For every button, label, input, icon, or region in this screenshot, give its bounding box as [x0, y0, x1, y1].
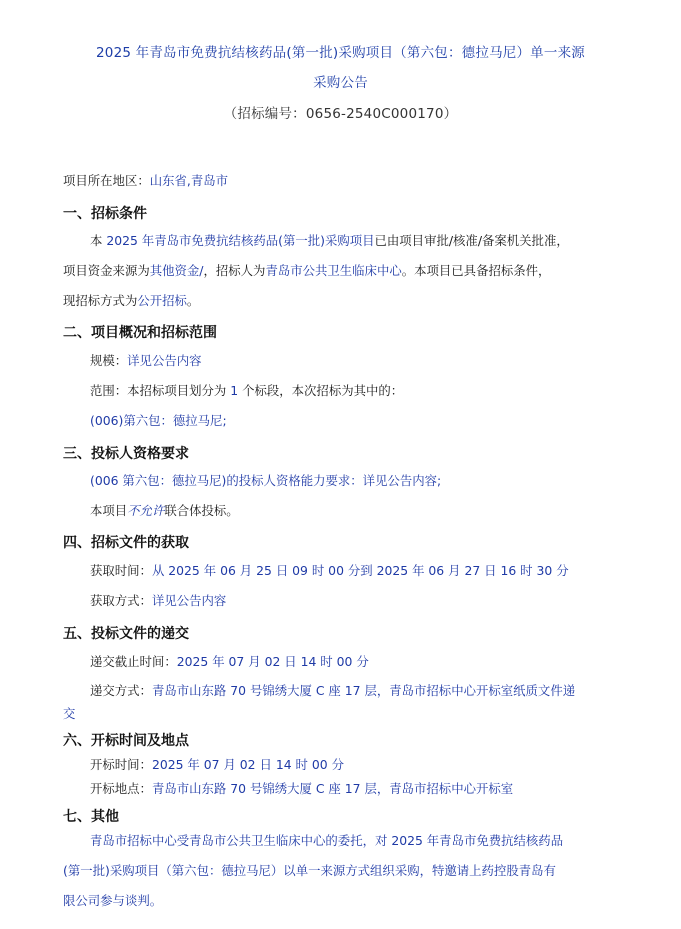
tender-method: 公开招标	[137, 293, 187, 308]
acquire-method-value: 详见公告内容	[151, 593, 227, 608]
package-line: (006)第六包：德拉马尼;	[90, 413, 227, 428]
joint-bid-line	[90, 503, 239, 519]
acquire-method-line	[90, 593, 226, 609]
fund-source: 其他资金/	[149, 263, 204, 278]
other-line-2: (第一批)采购项目（第六包：德拉马尼）以单一来源方式组织采购，特邀请上药控股青岛有	[63, 863, 556, 878]
text: 。	[186, 293, 200, 308]
submit-method-line	[90, 683, 575, 699]
scope-text: 个标段，本次招标为其中的：	[238, 383, 404, 398]
submit-method-label: 递交方式：	[90, 683, 152, 698]
text: 联合体投标。	[164, 503, 239, 518]
open-place-line	[90, 781, 513, 797]
submit-method-value: 青岛市山东路 70 号锦绣大厦 C 座 17 层，青岛市招标中心开标室纸质文件递	[151, 683, 576, 698]
acquire-time-label: 获取时间：	[90, 563, 152, 578]
text: 项目资金来源为	[63, 263, 150, 278]
acquire-method-label: 获取方式：	[90, 593, 152, 608]
section-1-line-1	[90, 233, 569, 249]
tender-code: （招标编号：0656-2540C000170）	[223, 106, 458, 122]
text: 本	[90, 233, 107, 248]
other-line-3: 限公司参与谈判。	[63, 893, 163, 908]
open-time-label: 开标时间：	[90, 757, 152, 772]
project-location	[63, 173, 228, 189]
section-7-heading: 七、其他	[63, 809, 119, 825]
text: 已由项目审批/核准/备案机关批准，	[374, 233, 569, 248]
submit-method-line-2: 交	[63, 706, 76, 721]
section-1-line-3	[63, 293, 199, 309]
open-time-value: 2025 年 07 月 02 日 14 时 00 分	[151, 757, 344, 772]
section-1-line-2	[63, 263, 550, 279]
joint-bid-status: 不允许	[127, 503, 165, 518]
lot-count: 1	[230, 383, 239, 398]
project-name: 2025 年青岛市免费抗结核药品(第一批)采购项目	[106, 233, 375, 248]
section-1-heading: 一、招标条件	[63, 206, 147, 222]
scope-line	[90, 383, 403, 399]
location-label: 项目所在地区：	[63, 173, 150, 188]
deadline-value: 2025 年 07 月 02 日 14 时 00 分	[176, 654, 369, 669]
scale-line	[90, 353, 202, 369]
text: 现招标方式为	[63, 293, 138, 308]
section-2-heading: 二、项目概况和招标范围	[63, 325, 217, 341]
title-line-2: 采购公告	[313, 75, 368, 91]
qualification-line: (006 第六包：德拉马尼)的投标人资格能力要求：详见公告内容;	[90, 473, 442, 488]
text: 。本项目已具备招标条件，	[401, 263, 551, 278]
open-time-line	[90, 757, 344, 773]
deadline-line	[90, 654, 369, 670]
section-3-heading: 三、投标人资格要求	[63, 446, 189, 462]
section-5-heading: 五、投标文件的递交	[63, 626, 189, 642]
scale-value: 详见公告内容	[127, 353, 202, 368]
open-place-value: 青岛市山东路 70 号锦绣大厦 C 座 17 层，青岛市招标中心开标室	[151, 781, 514, 796]
section-4-heading: 四、招标文件的获取	[63, 535, 189, 551]
text: ，招标人为	[203, 263, 266, 278]
location-value: 山东省,青岛市	[149, 173, 229, 188]
text: 本项目	[90, 503, 128, 518]
scale-label: 规模：	[90, 353, 128, 368]
title-line-1: 2025 年青岛市免费抗结核药品(第一批)采购项目（第六包：德拉马尼）单一来源	[96, 45, 585, 61]
section-6-heading: 六、开标时间及地点	[63, 733, 189, 749]
acquire-time-value: 从 2025 年 06 月 25 日 09 时 00 分到 2025 年 06 月 27 日 16 时 30 分	[151, 563, 569, 578]
tenderer-name: 青岛市公共卫生临床中心	[265, 263, 402, 278]
other-line-1: 青岛市招标中心受青岛市公共卫生临床中心的委托，对 2025 年青岛市免费抗结核药品	[90, 833, 564, 848]
acquire-time-line	[90, 563, 569, 579]
scope-text: 范围：本招标项目划分为	[90, 383, 231, 398]
open-place-label: 开标地点：	[90, 781, 152, 796]
deadline-label: 递交截止时间：	[90, 654, 177, 669]
